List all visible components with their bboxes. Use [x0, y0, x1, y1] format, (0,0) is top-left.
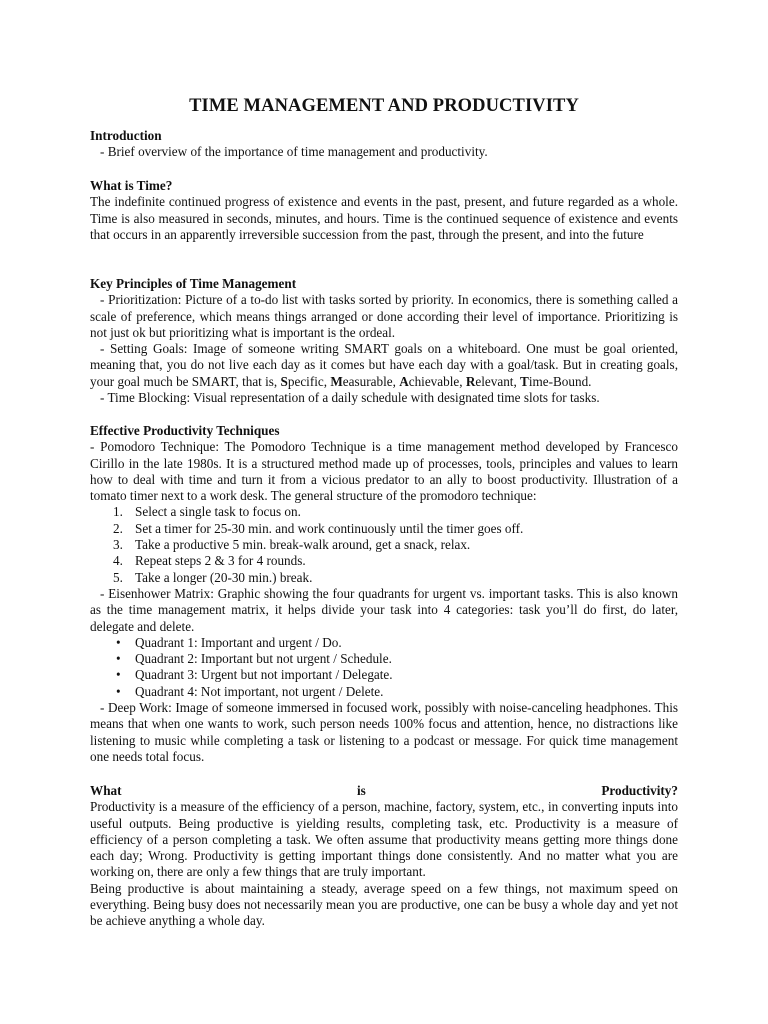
- quadrant-list: [90, 635, 678, 700]
- productivity-heading: [90, 783, 678, 799]
- list-item: [90, 504, 678, 520]
- list-item: [90, 521, 678, 537]
- smart-letter: T: [520, 373, 529, 389]
- prioritization-text: - Prioritization: Picture of a to-do list with tasks sorted by priority. In economics, there is something called a scale of preference, which means things arranged or done according their level of importance. Prioritizing is not just ok but prioritizing what is important is the ordeal.: [90, 292, 678, 340]
- smart-letter: R: [465, 373, 476, 389]
- list-item: [90, 684, 678, 700]
- bullet-icon: •: [116, 667, 121, 683]
- list-item: [90, 651, 678, 667]
- deep-work-text: - Deep Work: Image of someone immersed in focused work, possibly with noise-canceling headphones. This means that when one wants to work, such person needs 100% focus and attention, hence, no distractions like listening to music while completing a task or listening to a podcast or message. For quick time management one needs total focus.: [90, 700, 678, 764]
- list-item: [90, 570, 678, 586]
- time-blocking-text: - Time Blocking: Visual representation of a daily schedule with designated time slots for tasks.: [100, 390, 600, 406]
- list-item: [90, 537, 678, 553]
- setting-goals-text: - Setting Goals: Image of someone writing SMART goals on a whiteboard. One must be goal oriented, meaning that, you do not live each day as it comes but have each day with a goal/task. But in creating goals, your goal much be SMART, that is, Specific, Measurable, Achievable, Relevant, Time-Bound.: [90, 341, 678, 389]
- heading-word: What: [90, 783, 122, 798]
- time-heading: What is Time?: [90, 178, 173, 193]
- intro-text: - Brief overview of the importance of time management and productivity.: [100, 144, 488, 160]
- principles-heading: Key Principles of Time Management: [90, 276, 297, 291]
- list-number: 2.: [113, 520, 123, 536]
- techniques-heading: Effective Productivity Techniques: [90, 423, 280, 438]
- list-number: 3.: [113, 537, 123, 553]
- time-text: The indefinite continued progress of existence and events in the past, present, and future regarded as a whole. Time is also measured in seconds, minutes, and hours. Time is the continued sequence of existence and events that occurs in an apparently irreversible succession from the past, through the present, and into the future: [90, 194, 678, 242]
- pomodoro-steps-list: [90, 504, 678, 585]
- bullet-icon: •: [116, 683, 121, 699]
- list-item: [90, 635, 678, 651]
- smart-letter: M: [330, 373, 343, 389]
- eisenhower-text: - Eisenhower Matrix: Graphic showing the four quadrants for urgent vs. important tasks. This is also known as the time management matrix, it helps divide your task into 4 categories: task you’ll do first, do later, delegate and delete.: [90, 585, 678, 634]
- list-item: [90, 553, 678, 569]
- smart-rest: elevant: [475, 373, 514, 389]
- list-number: 4.: [113, 553, 123, 569]
- smart-rest: chievable: [408, 373, 460, 389]
- list-item-text: Quadrant 3: Urgent but not important / Delegate.: [135, 667, 393, 683]
- intro-heading: Introduction: [90, 128, 162, 143]
- list-item-text: Take a productive 5 min. break-walk around, get a snack, relax.: [135, 537, 471, 553]
- list-item-text: Repeat steps 2 & 3 for 4 rounds.: [135, 553, 306, 569]
- time-section: [90, 178, 678, 243]
- list-item: [90, 667, 678, 683]
- productivity-section: [90, 783, 678, 930]
- list-item-text: Select a single task to focus on.: [135, 504, 301, 520]
- bullet-icon: •: [116, 634, 121, 650]
- document-title: TIME MANAGEMENT AND PRODUCTIVITY: [189, 96, 579, 116]
- pomodoro-text: - Pomodoro Technique: The Pomodoro Technique is a time management method developed by Francesco Cirillo in the late 1980s. It is a structured method made up of processes, tools, principles and values to learn how to deal with time and turn it from a vicious predator to an ally to boost productivity. Illustration of a tomato timer next to a work desk. The general structure of the promodoro technique:: [90, 439, 678, 504]
- list-item-text: Quadrant 1: Important and urgent / Do.: [135, 634, 342, 650]
- heading-word: Productivity?: [601, 783, 678, 798]
- bullet-icon: •: [116, 651, 121, 667]
- smart-rest: easurable: [342, 373, 393, 389]
- heading-word: is: [357, 783, 366, 798]
- setting-goals-main: - Setting Goals: Image of someone writing SMART goals on a whiteboard. One must be goal oriented, meaning that, you do not live each day as it comes but have each day with a goal/task. But in creating goals, your goal much be SMART, that is,: [90, 341, 678, 389]
- smart-rest: ime-Bound.: [528, 373, 592, 389]
- productivity-paragraph-1: Productivity is a measure of the efficiency of a person, machine, factory, system, etc., in converting inputs into useful outputs. Being productive is yielding results, completing task, etc. Productivity is a measure of efficiency of a person completing a task. We often assume that productivity means getting more things done each day; Wrong. Productivity is getting important things done consistently. And no matter what you are working on, there are only a few things that are truly important.: [90, 799, 678, 880]
- smart-rest: pecific: [287, 373, 324, 389]
- list-number: 1.: [113, 504, 123, 520]
- list-item-text: Set a timer for 25-30 min. and work continuously until the timer goes off.: [135, 520, 524, 536]
- list-item-text: Quadrant 2: Important but not urgent / Schedule.: [135, 651, 392, 667]
- list-number: 5.: [113, 569, 123, 585]
- principles-section: [90, 276, 678, 406]
- techniques-section: [90, 423, 678, 765]
- list-item-text: Take a longer (20-30 min.) break.: [135, 569, 313, 585]
- list-item-text: Quadrant 4: Not important, not urgent / Delete.: [135, 683, 384, 699]
- intro-section: [90, 128, 678, 161]
- productivity-paragraph-2: Being productive is about maintaining a steady, average speed on a few things, not maximum speed on everything. Being busy does not necessarily mean you are productive, one can be busy a whole day and yet not be achieve anything a whole day.: [90, 880, 678, 929]
- smart-letter: A: [399, 373, 409, 389]
- smart-letter: S: [280, 373, 288, 389]
